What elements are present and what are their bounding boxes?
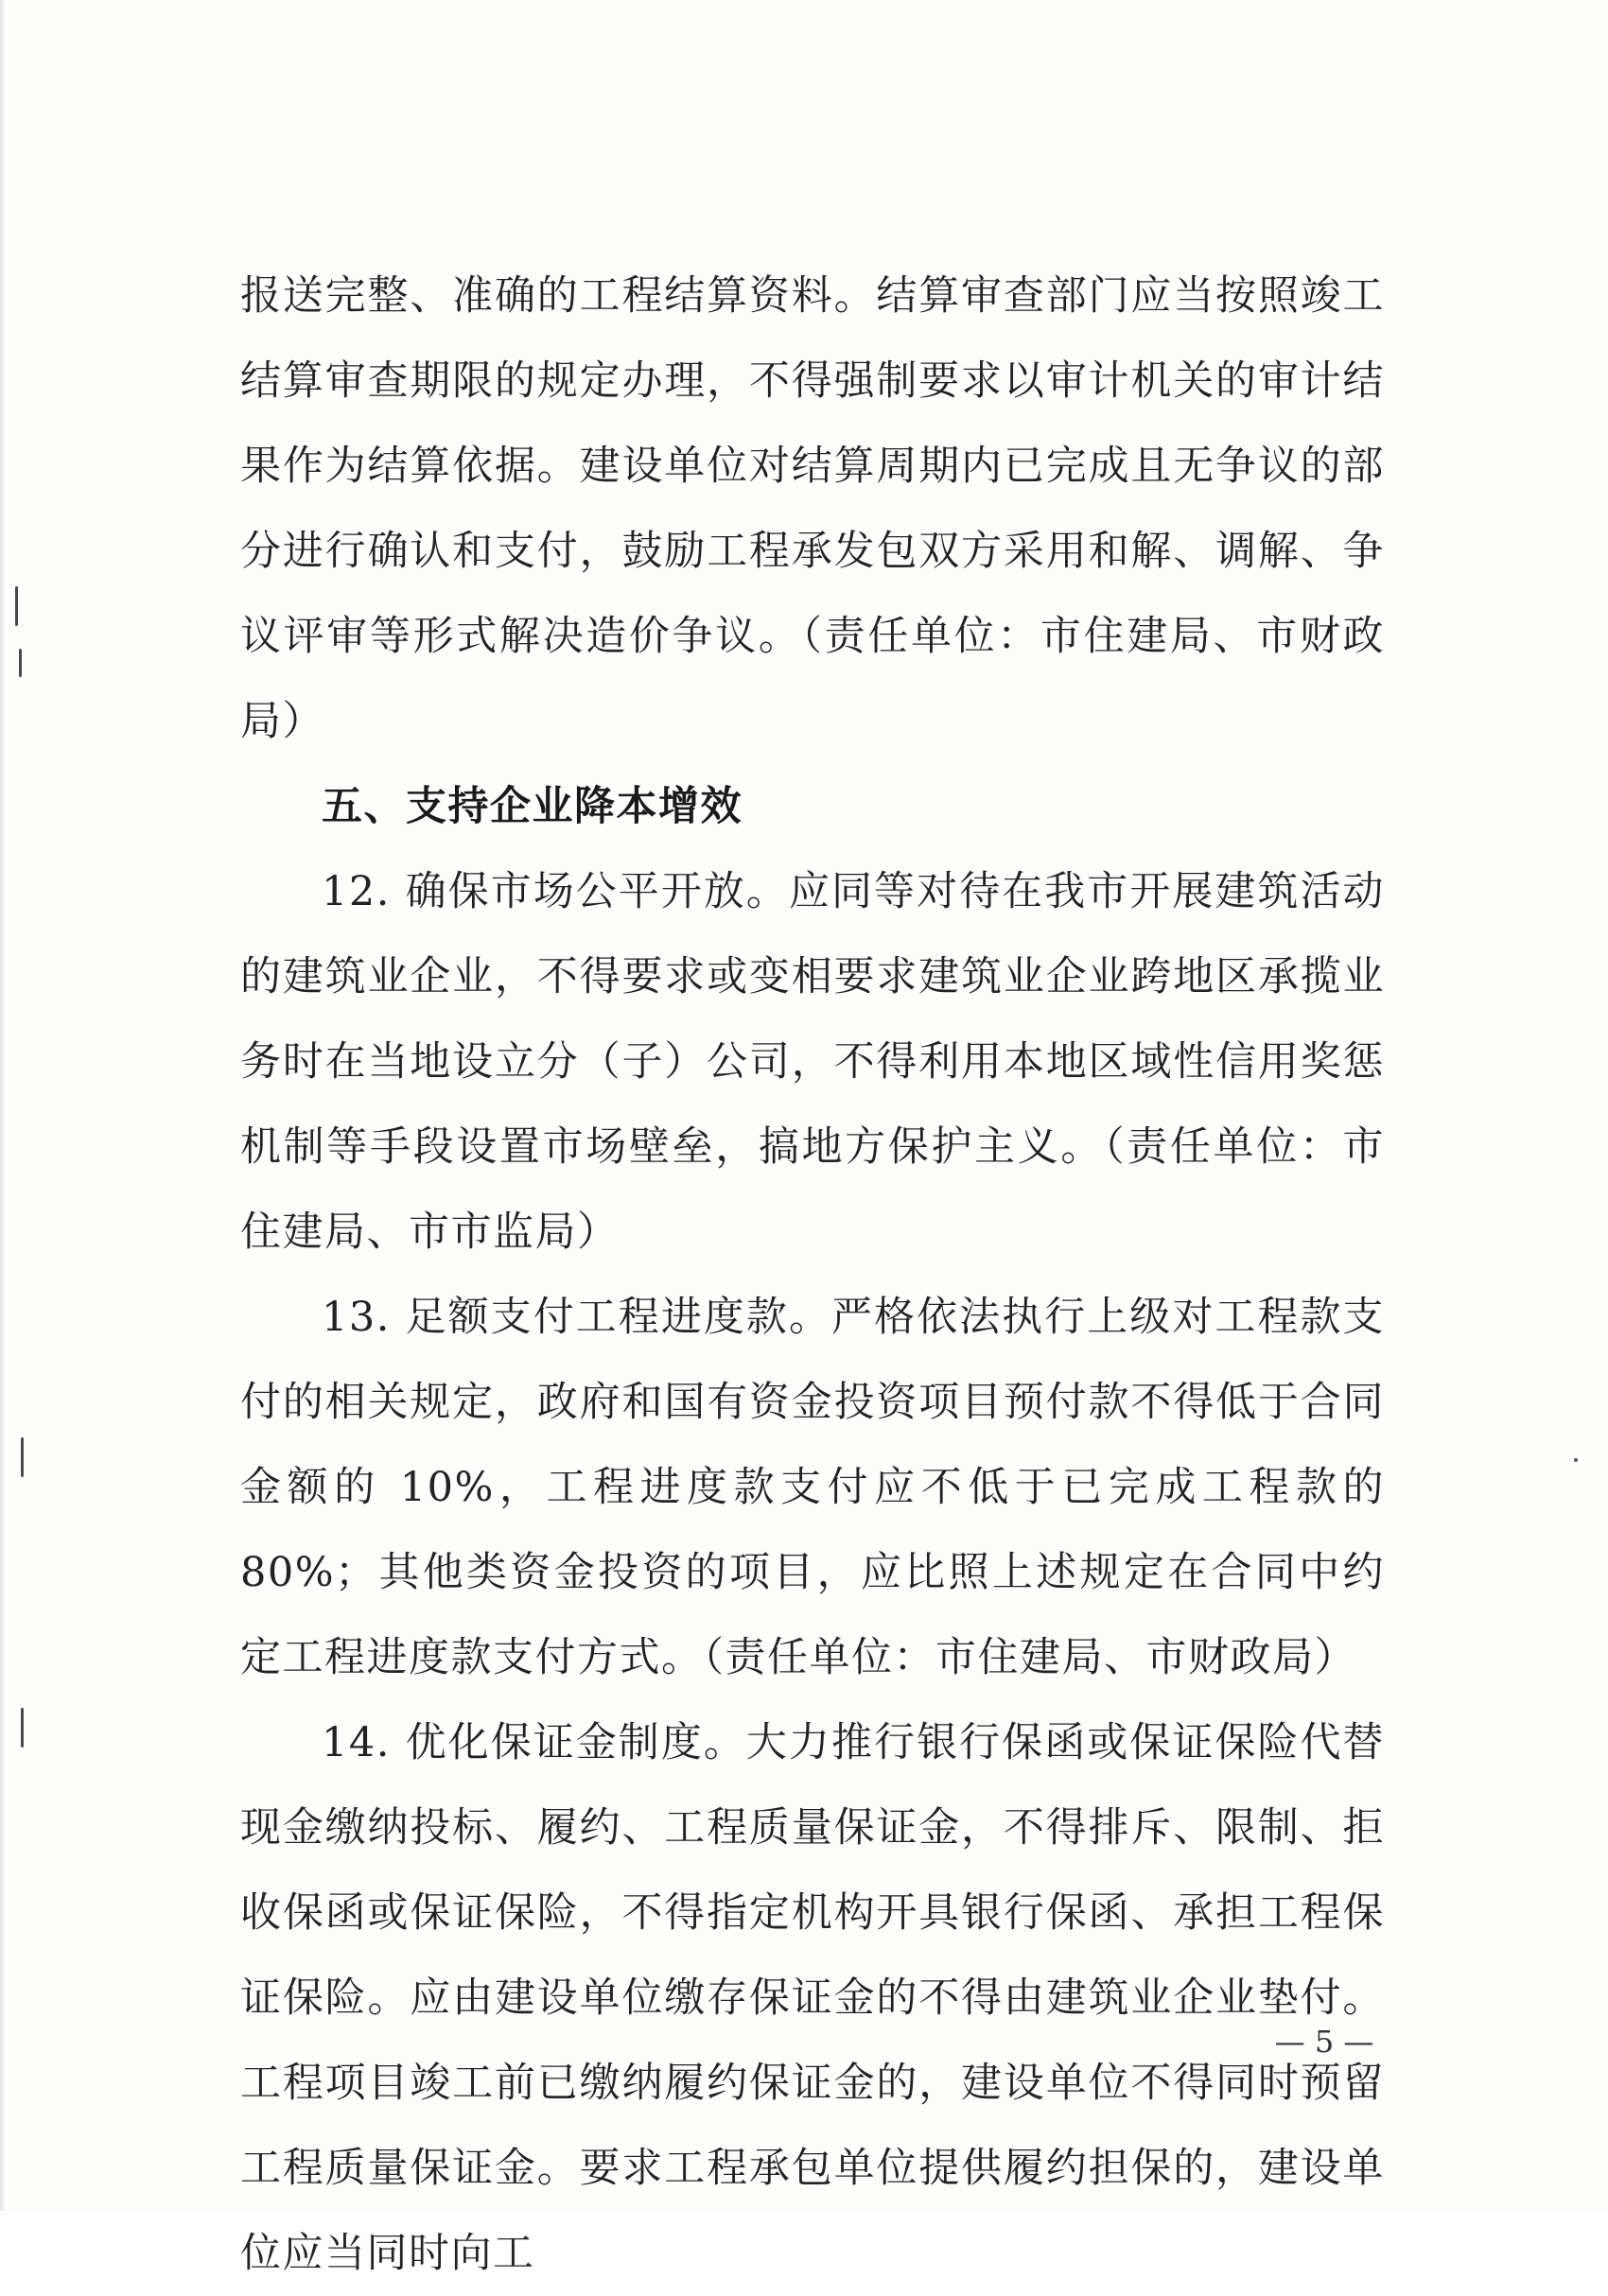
binding-mark <box>21 1437 24 1477</box>
binding-mark <box>19 649 22 677</box>
scan-speck <box>1574 1458 1578 1462</box>
paragraph-item-13: 13. 足额支付工程进度款。严格依法执行上级对工程款支付的相关规定，政府和国有资金投资项目预付款不得低于合同金额的 10%，工程进度款支付应不低于已完成工程款的 80%；其他类资金投资的项目，应比照上述规定在合同中约定工程进度款支付方式。（责任单位：市住建局、市财政局） <box>240 1294 1385 1681</box>
scan-edge <box>0 0 6 2211</box>
document-body <box>240 253 1385 2296</box>
binding-mark <box>15 586 18 626</box>
paragraph-continuation: 报送完整、准确的工程结算资料。结算审查部门应当按照竣工结算审查期限的规定办理，不得强制要求以审计机关的审计结果作为结算依据。建设单位对结算周期内已完成且无争议的部分进行确认和支付，鼓励工程承发包双方采用和解、调解、争议评审等形式解决造价争议。（责任单位：市住建局、市财政局） <box>240 272 1385 745</box>
section-heading: 五、支持企业降本增效 <box>322 783 743 830</box>
paragraph-item-12: 12. 确保市场公平开放。应同等对待在我市开展建筑活动的建筑业企业，不得要求或变相要求建筑业企业跨地区承揽业务时在当地设立分（子）公司，不得利用本地区域性信用奖惩机制等手段设置市场壁垒，搞地方保护主义。（责任单位：市住建局、市市监局） <box>240 868 1385 1256</box>
paragraph-item-14: 14. 优化保证金制度。大力推行银行保函或保证保险代替现金缴纳投标、履约、工程质量保证金，不得排斥、限制、拒收保函或保证保险，不得指定机构开具银行保函、承担工程保证保险。应由建设单位缴存保证金的不得由建筑业企业垫付。工程项目竣工前已缴纳履约保证金的，建设单位不得同时预留工程质量保证金。要求工程承包单位提供履约担保的，建设单位应当同时向工 <box>240 1719 1385 2277</box>
binding-mark <box>21 1708 24 1748</box>
page-number: — 5 — <box>1274 2024 1374 2060</box>
